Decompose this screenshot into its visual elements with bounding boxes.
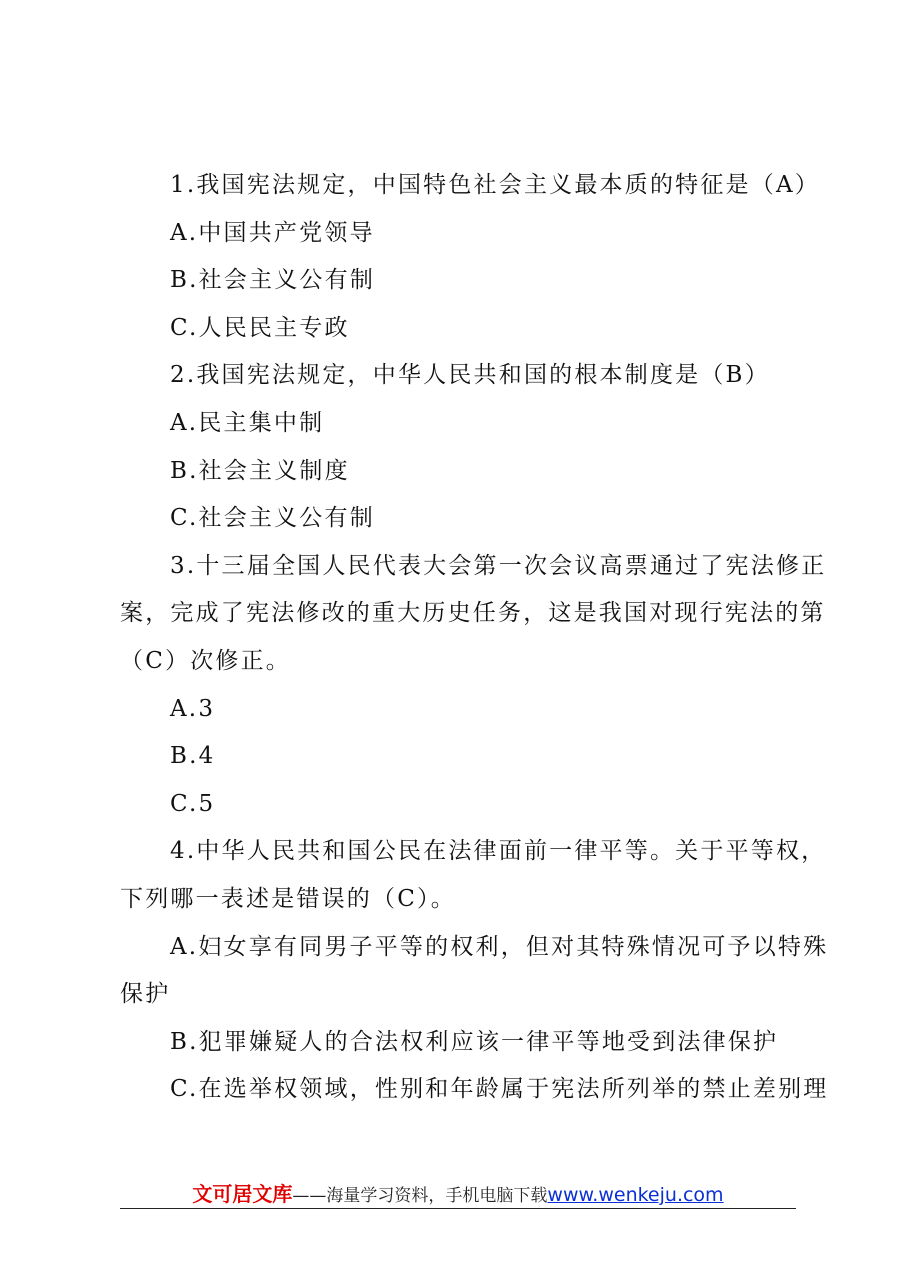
text-line: C.在选举权领域，性别和年龄属于宪法所列举的禁止差别理 — [170, 1076, 829, 1103]
text-line: 案，完成了宪法修改的重大历史任务，这是我国对现行宪法的第 — [120, 600, 826, 627]
text-line: A.民主集中制 — [170, 409, 325, 436]
text-line: （C）次修正。 — [120, 647, 291, 674]
footer-divider — [120, 1208, 796, 1209]
text-line: B.犯罪嫌疑人的合法权利应该一律平等地受到法律保护 — [170, 1028, 779, 1055]
text-line: 保护 — [120, 981, 171, 1008]
text-line: B.社会主义制度 — [170, 457, 350, 484]
text-line: 3.十三届全国人民代表大会第一次会议高票通过了宪法修正 — [170, 552, 827, 579]
text-line: C.5 — [170, 790, 216, 817]
text-line: A.中国共产党领导 — [170, 219, 375, 246]
text-line: C.人民民主专政 — [170, 314, 350, 341]
text-line: C.社会主义公有制 — [170, 505, 375, 532]
text-line: B.4 — [170, 743, 216, 770]
text-line: 4.中华人民共和国公民在法律面前一律平等。关于平等权， — [170, 838, 827, 865]
text-line: A.3 — [170, 695, 216, 722]
text-line: A.妇女享有同男子平等的权利，但对其特殊情况可予以特殊 — [170, 933, 829, 960]
document-body — [120, 162, 829, 1114]
footer-tagline: ——海量学习资料，手机电脑下载 — [292, 1186, 548, 1206]
footer-brand: 文可居文库 — [192, 1182, 293, 1206]
page-footer — [120, 1180, 796, 1208]
footer-link[interactable]: www.wenkeju.com — [547, 1184, 724, 1206]
text-line: 1.我国宪法规定，中国特色社会主义最本质的特征是（A） — [170, 172, 820, 198]
text-line: 2.我国宪法规定，中华人民共和国的根本制度是（B） — [170, 362, 770, 389]
text-line: 下列哪一表述是错误的（C）。 — [120, 885, 456, 912]
text-line: B.社会主义公有制 — [170, 267, 376, 294]
